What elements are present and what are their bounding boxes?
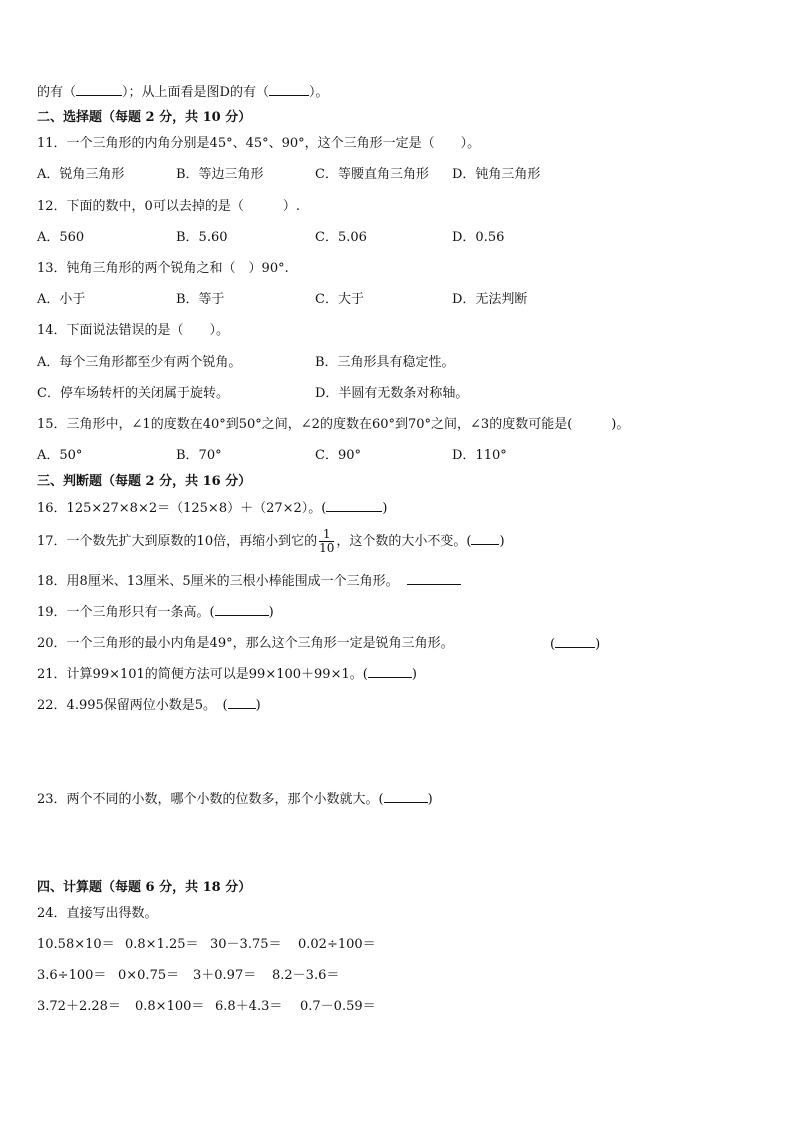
answer-blank[interactable] — [326, 500, 382, 512]
option-12-b[interactable]: B．5.60 — [176, 230, 228, 245]
question-11: 11．一个三角形的内角分别是45°、45°、90°，这个三角形一定是（ ）。 — [37, 136, 481, 151]
question-15: 15．三角形中，∠1的度数在40°到50°之间，∠2的度数在60°到70°之间，∠3的度数可能是( )。 — [37, 417, 630, 432]
question-22-end: ) — [255, 698, 261, 713]
answer-blank[interactable] — [384, 791, 428, 803]
calc-item[interactable]: 0.7－0.59＝ — [300, 999, 376, 1014]
answer-blank[interactable] — [407, 573, 461, 585]
question-17-end: ) — [499, 534, 505, 549]
answer-blank[interactable] — [228, 697, 256, 709]
calc-item[interactable]: 10.58×10＝ — [37, 937, 115, 952]
question-20-text: 20．一个三角形的最小内角是49°，那么这个三角形一定是锐角三角形。 — [37, 636, 454, 651]
option-15-b[interactable]: B．70° — [176, 448, 222, 463]
option-11-c[interactable]: C．等腰直角三角形 — [315, 167, 429, 182]
question-19-text: 19．一个三角形只有一条高。( — [37, 605, 215, 620]
intro-text-1: 的有（ — [37, 85, 77, 100]
question-21-end: ) — [411, 667, 417, 682]
question-20-answer — [550, 636, 600, 653]
option-11-b[interactable]: B．等边三角形 — [176, 167, 264, 182]
question-17-text: 17．一个数先扩大到原数的10倍，再缩小到它的 — [37, 534, 318, 549]
option-12-a[interactable]: A．560 — [37, 230, 85, 245]
answer-blank[interactable] — [555, 636, 595, 648]
fraction — [319, 528, 334, 555]
calc-item[interactable]: 8.2－3.6＝ — [272, 968, 340, 983]
answer-blank[interactable] — [368, 666, 412, 678]
calc-item[interactable]: 0.8×100＝ — [135, 999, 205, 1014]
question-18 — [37, 573, 461, 590]
option-11-a[interactable]: A．锐角三角形 — [37, 167, 125, 182]
calc-item[interactable]: 0.8×1.25＝ — [125, 937, 199, 952]
question-12: 12．下面的数中，0可以去掉的是（ ）. — [37, 199, 300, 214]
question-20-end: ) — [595, 637, 601, 652]
option-15-a[interactable]: A．50° — [37, 448, 83, 463]
option-13-c[interactable]: C．大于 — [315, 292, 364, 307]
section-3-title: 三、判断题（每题 2 分，共 16 分） — [37, 474, 252, 489]
calc-item[interactable]: 3.72＋2.28＝ — [37, 999, 121, 1014]
answer-blank[interactable] — [269, 84, 309, 96]
intro-line — [37, 84, 328, 101]
question-19 — [37, 604, 274, 621]
option-14-c[interactable]: C．停车场转杆的关闭属于旋转。 — [37, 386, 229, 401]
question-23-end: ) — [427, 792, 433, 807]
option-11-d[interactable]: D．钝角三角形 — [452, 167, 541, 182]
option-14-d[interactable]: D．半圆有无数条对称轴。 — [315, 386, 469, 401]
question-22 — [37, 697, 261, 714]
answer-blank[interactable] — [215, 604, 269, 616]
question-20 — [37, 636, 454, 652]
question-13: 13．钝角三角形的两个锐角之和（ ）90°. — [37, 261, 289, 276]
option-13-b[interactable]: B．等于 — [176, 292, 225, 307]
question-19-end: ) — [268, 605, 274, 620]
answer-blank[interactable] — [471, 533, 499, 545]
intro-text-3: ）。 — [308, 85, 329, 100]
option-14-a[interactable]: A．每个三角形都至少有两个锐角。 — [37, 355, 242, 370]
question-17 — [37, 522, 505, 562]
calc-item[interactable]: 0×0.75＝ — [118, 968, 180, 983]
question-24: 24．直接写出得数。 — [37, 906, 158, 921]
question-20-open: ( — [550, 637, 556, 652]
option-15-c[interactable]: C．90° — [315, 448, 361, 463]
calc-item[interactable]: 3＋0.97＝ — [193, 968, 257, 983]
calc-item[interactable]: 3.6÷100＝ — [37, 968, 107, 983]
answer-blank[interactable] — [76, 84, 122, 96]
option-12-c[interactable]: C．5.06 — [315, 230, 367, 245]
question-16-end: ) — [382, 501, 388, 516]
question-18-text: 18．用8厘米、13厘米、5厘米的三根小棒能围成一个三角形。 — [37, 574, 399, 589]
calc-item[interactable]: 6.8＋4.3＝ — [215, 999, 283, 1014]
fraction-denominator: 10 — [319, 541, 335, 555]
option-13-d[interactable]: D．无法判断 — [452, 292, 528, 307]
question-21-text: 21．计算99×101的简便方法可以是99×100＋99×1。( — [37, 667, 368, 682]
question-16-text: 16．125×27×8×2＝（125×8）＋（27×2）。( — [37, 501, 327, 516]
section-2-title: 二、选择题（每题 2 分，共 10 分） — [37, 110, 252, 125]
question-17-text-2: ，这个数的大小不变。( — [336, 534, 472, 549]
question-22-text: 22．4.995保留两位小数是5。 ( — [37, 698, 228, 713]
question-16 — [37, 500, 387, 517]
intro-text-2: ）；从上面看是图D的有（ — [122, 85, 269, 100]
question-23-text: 23．两个不同的小数，哪个小数的位数多，那个小数就大。( — [37, 792, 384, 807]
question-23 — [37, 791, 433, 808]
question-14: 14．下面说法错误的是（ ）。 — [37, 323, 230, 338]
fraction-numerator: 1 — [319, 528, 334, 542]
question-21 — [37, 666, 417, 683]
calc-item[interactable]: 0.02÷100＝ — [298, 937, 376, 952]
option-13-a[interactable]: A．小于 — [37, 292, 86, 307]
calc-item[interactable]: 30－3.75＝ — [210, 937, 282, 952]
option-15-d[interactable]: D．110° — [452, 448, 507, 463]
option-12-d[interactable]: D．0.56 — [452, 230, 505, 245]
section-4-title: 四、计算题（每题 6 分，共 18 分） — [37, 880, 252, 895]
option-14-b[interactable]: B．三角形具有稳定性。 — [315, 355, 455, 370]
